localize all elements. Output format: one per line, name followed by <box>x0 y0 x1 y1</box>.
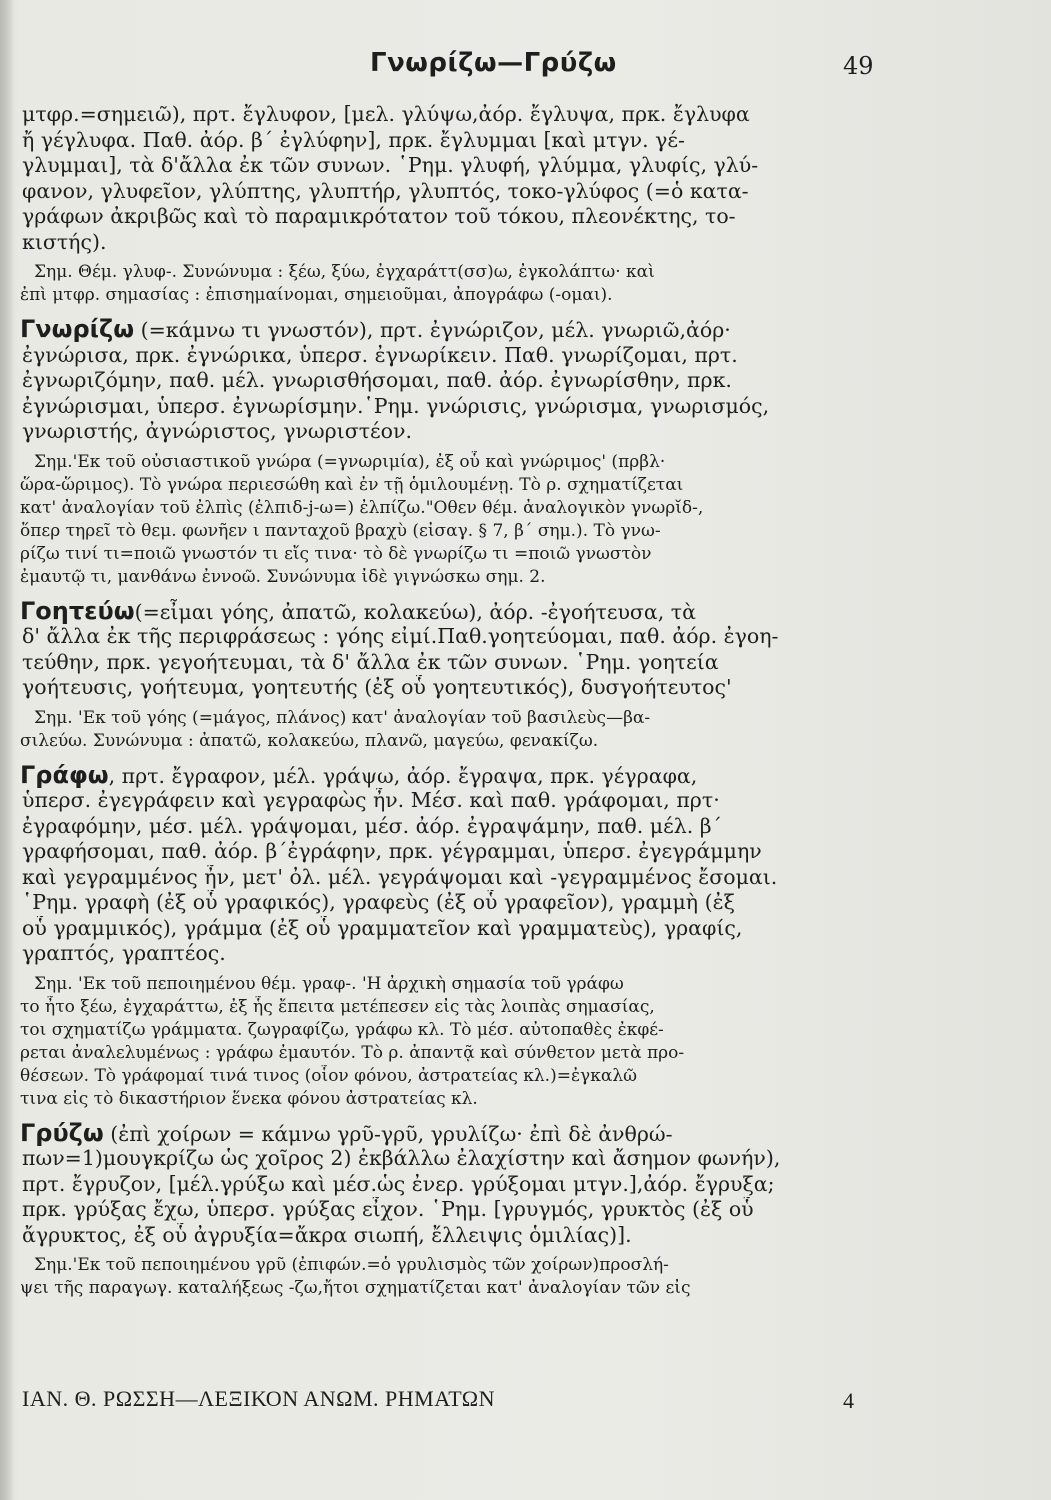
note-line: τοι σχηματίζω γράμματα. ζωγραφίζω, γράφω κλ. Τὸ μέσ. αὐτοπαθὲς ἐκφέ- <box>20 1019 664 1040</box>
note-line: ρεται ἀναλελυμένως : γράφω ἐμαυτόν. Τὸ ρ. ἀπαντᾷ καὶ σύνθετον μετὰ προ- <box>20 1042 685 1063</box>
entry-line: φανον, γλυφεῖον, γλύπτης, γλυπτήρ, γλυπτός, τοκο-γλύφος (=ὁ κατα- <box>22 178 749 203</box>
entry-gnorizo <box>0 317 1000 589</box>
entry-line: ἐγνωριζόμην, παθ. μέλ. γνωρισθήσομαι, παθ. ἀόρ. ἐγνωρίσθην, πρκ. <box>22 368 732 392</box>
entry-line: κιστής). <box>22 229 107 254</box>
entry-note <box>0 973 1000 1111</box>
headword: Γοητεύω <box>20 598 135 624</box>
entry-line: γραπτός, γραπτέος. <box>22 941 226 965</box>
note-line: ψει τῆς παραγωγ. καταλήξεως -ζω,ἤτοι σχηματίζεται κατ' ἀναλογίαν τῶν εἰς <box>20 1278 691 1298</box>
note-line: Σημ. 'Εκ τοῦ πεποιημένου θέμ. γραφ-. 'Η ἀρχικὴ σημασία τοῦ γράφω <box>34 973 624 994</box>
page-header <box>0 48 1051 88</box>
entry-line: ἐγνώρισμαι, ὑπερσ. ἐγνωρίσμην.῾Ρημ. γνώρισις, γνώρισμα, γνωρισμός, <box>22 393 770 418</box>
entry-line <box>0 599 1000 625</box>
entry-line <box>0 763 1000 789</box>
entry-line: πων=1)μουγκρίζω ὡς χοῖρος 2) ἐκβάλλω ἐλαχίστην καὶ ἄσημον φωνήν), <box>22 1146 781 1170</box>
entry-line: ἄγρυκτος, ἐξ οὗ ἀγρυξία=ἄκρα σιωπή, ἔλλειψις ὁμιλίας)]. <box>22 1222 632 1247</box>
note-line: κατ' ἀναλογίαν τοῦ ἐλπὶς (ἐλπιδ-j-ω=) ἐλπίζω."Οθεν θέμ. ἀναλογικὸν γνωρῐδ-, <box>20 497 704 518</box>
entry-line-text: (=εἶμαι γόης, ἀπατῶ, κολακεύω), ἀόρ. -ἐγοήτευσα, τὰ <box>134 599 696 624</box>
entry-line: τεύθην, πρκ. γεγοήτευμαι, τὰ δ' ἄλλα ἐκ τῶν συνων. ῾Ρημ. γοητεία <box>22 649 719 674</box>
headword: Γνωρίζω <box>20 317 135 343</box>
entry-note <box>0 707 1000 753</box>
entry-line: γράφων ἀκριβῶς καὶ τὸ παραμικρότατον τοῦ τόκου, πλεονέκτης, το- <box>22 204 736 228</box>
entry-note <box>0 1254 1000 1300</box>
entry-line: δ' ἄλλα ἐκ τῆς περιφράσεως : γόης εἰμί.Παθ.γοητεύομαι, παθ. ἀόρ. ἐγοη- <box>22 624 779 648</box>
entry-line: ὑπερσ. ἐγεγράφειν καὶ γεγραφὼς ἦν. Μέσ. καὶ παθ. γράφομαι, πρτ· <box>22 788 720 812</box>
page-footer <box>0 1378 1051 1418</box>
note-line: Σημ.'Εκ τοῦ οὐσιαστικοῦ γνώρα (=γνωριμία), ἐξ οὗ καὶ γνώριμος' (πρβλ· <box>34 451 666 472</box>
headword: Γρύζω <box>20 1120 104 1146</box>
entry-line: καὶ γεγραμμένος ἦν, μετ' ὀλ. μέλ. γεγράψομαι καὶ -γεγραμμένος ἔσομαι. <box>22 864 778 889</box>
note-line: ἐπὶ μτφρ. σημασίας : ἐπισημαίνομαι, σημειοῦμαι, ἀπογράφω (-ομαι). <box>20 285 613 305</box>
entry-gryzo <box>0 1121 1000 1301</box>
entry-line: γνωριστής, ἀγνώριστος, γνωριστέον. <box>22 419 413 443</box>
entry-line <box>0 1121 1000 1147</box>
entry-note <box>0 261 1000 307</box>
running-title: Γνωρίζω—Γρύζω <box>370 48 617 78</box>
entry-line-text: , πρτ. ἔγραφον, μέλ. γράψω, ἀόρ. ἔγραψα, πρκ. γέγραφα, <box>108 763 698 788</box>
note-line: σιλεύω. Συνώνυμα : ἀπατῶ, κολακεύω, πλανῶ, μαγεύω, φενακίζω. <box>20 730 599 751</box>
note-line: ρίζω τινί τι=ποιῶ γνωστόν τι εἴς τινα· τὸ δὲ γνωρίζω τι =ποιῶ γνωστὸν <box>20 543 652 564</box>
entry-line: γλυμμαι], τὰ δ'ἄλλα ἐκ τῶν συνων. ῾Ρημ. γλυφή, γλύμμα, γλυφίς, γλύ- <box>22 153 759 177</box>
entry-line: ἤ γέγλυφα. Παθ. ἀόρ. β΄ ἐγλύφην], πρκ. ἔγλυμμαι [καὶ μτγν. γέ- <box>22 127 685 152</box>
entry-line: γοήτευσις, γοήτευμα, γοητευτής (ἐξ οὗ γοητευτικός), δυσγοήτευτος' <box>22 675 732 699</box>
entry-line: πρκ. γρύξας ἔχω, ὑπερσ. γρύξας εἶχον. ῾Ρημ. [γρυγμός, γρυκτὸς (ἐξ οὗ <box>22 1197 754 1221</box>
note-line: Σημ.'Εκ τοῦ πεποιημένου γρῦ (ἐπιφών.=ὁ γρυλισμὸς τῶν χοίρων)προσλή- <box>34 1255 669 1275</box>
entry-line <box>0 317 1000 343</box>
entry-goiteuo <box>0 599 1000 753</box>
entry-line: ἐγραφόμην, μέσ. μέλ. γράψομαι, μέσ. ἀόρ. ἐγραψάμην, παθ. μέλ. β΄ <box>22 813 722 838</box>
entry-line: ἐγνώρισα, πρκ. ἐγνώρικα, ὑπερσ. ἐγνωρίκειν. Παθ. γνωρίζομαι, πρτ. <box>22 342 738 367</box>
note-line: Σημ. 'Εκ τοῦ γόης (=μάγος, πλάνος) κατ' ἀναλογίαν τοῦ βασιλεὺς—βα- <box>34 707 651 728</box>
note-line: ὅπερ τηρεῖ τὸ θεμ. φωνῆεν ι πανταχοῦ βραχὺ (εἰσαγ. § 7, β΄ σημ.). Τὸ γνω- <box>20 520 661 541</box>
entry-line: πρτ. ἔγρυζον, [μέλ.γρύξω καὶ μέσ.ὡς ἐνερ. γρύξομαι μτγν.],ἀόρ. ἔγρυξα; <box>22 1171 775 1196</box>
entry-line-text: (ἐπὶ χοίρων = κάμνω γρῦ-γρῦ, γρυλίζω· ἐπὶ δὲ ἀνθρώ- <box>103 1121 673 1146</box>
entry-line: οὗ γραμμικός), γράμμα (ἐξ οὗ γραμματεῖον καὶ γραμματεὺς), γραφίς, <box>22 915 743 940</box>
footer-signature-text: ΙΑΝ. Θ. ΡΩΣΣΗ—ΛΕΞΙΚΟΝ ΑΝΩΜ. ΡΗΜΑΤΩΝ <box>22 1386 495 1411</box>
entry-line: μτφρ.=σημειῶ), πρτ. ἔγλυφον, [μελ. γλύψω,ἀόρ. ἔγλυψα, πρκ. ἔγλυφα <box>22 102 750 126</box>
note-line: ὥρα-ὥριμος). Τὸ γνώρα περιεσώθη καὶ ἐν τῇ ὁμιλουμένῃ. Τὸ ρ. σχηματίζεται <box>20 474 684 495</box>
entry-line: ῾Ρημ. γραφὴ (ἐξ οὗ γραφικός), γραφεὺς (ἐξ οὗ γραφεῖον), γραμμὴ (ἐξ <box>22 890 735 914</box>
note-line: Σημ. Θέμ. γλυφ-. Συνώνυμα : ξέω, ξύω, ἐγχαράττ(σσ)ω, ἐγκολάπτω· καὶ <box>34 262 655 282</box>
headword: Γράφω <box>20 762 109 788</box>
entry-continuation <box>0 102 1000 307</box>
note-line: ἐμαυτῷ τι, μανθάνω ἐννοῶ. Συνώνυμα ἰδὲ γιγνώσκω σημ. 2. <box>20 566 546 587</box>
signature-mark: 4 <box>843 1388 854 1413</box>
note-line: το ἦτο ξέω, ἐγχαράττω, ἐξ ἧς ἔπειτα μετέπεσεν εἰς τὰς λοιπὰς σημασίας, <box>20 996 655 1017</box>
entry-line-text: (=κάμνω τι γνωστόν), πρτ. ἐγνώριζον, μέλ. γνωριῶ,ἀόρ· <box>134 318 731 342</box>
entry-line: γραφήσομαι, παθ. ἀόρ. β΄ἐγράφην, πρκ. γέγραμμαι, ὑπερσ. ἐγεγράμμην <box>22 839 762 863</box>
entry-grafo <box>0 763 1000 1111</box>
entry-note <box>0 451 1000 589</box>
page-body <box>0 102 1000 1300</box>
note-line: θέσεων. Τὸ γράφομαί τινά τινος (οἷον φόνου, ἀστρατείας κλ.)=ἐγκαλῶ <box>20 1065 637 1086</box>
page-number: 49 <box>843 52 874 80</box>
note-line: τινα εἰς τὸ δικαστήριον ἕνεκα φόνου ἀστρατείας κλ. <box>20 1088 478 1109</box>
